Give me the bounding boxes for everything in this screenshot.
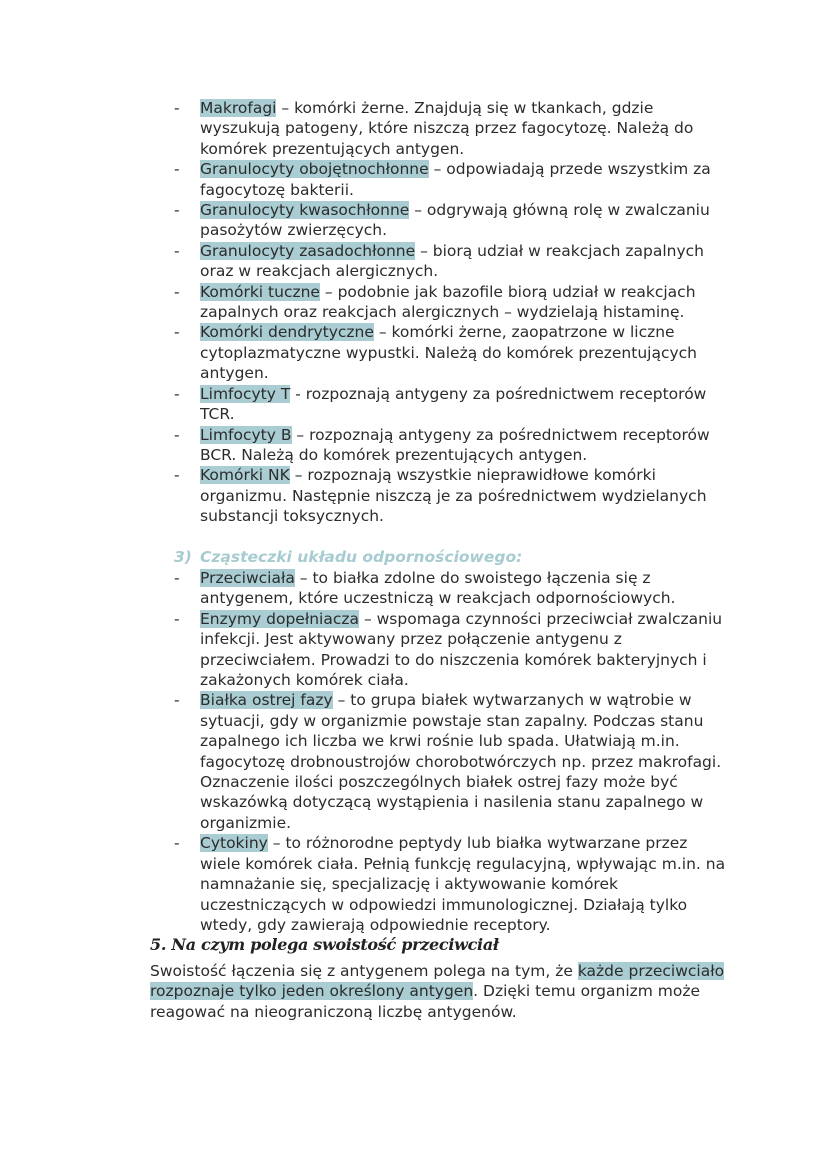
item-description: – to białka zdolne do swoistego łączenia się z antygenem, które uczestniczą w reakcjach odpornościowych. <box>200 569 676 608</box>
bullet-dash: - <box>174 691 180 710</box>
list-item <box>0 833 728 935</box>
term-highlight: Przeciwciała <box>200 569 295 587</box>
bullet-dash: - <box>174 323 180 342</box>
bullet-dash: - <box>174 99 180 117</box>
paragraph-text-after: . Dzięki temu organizm może reagować na nieograniczoną liczbę antygenów. <box>150 982 701 1021</box>
list-item <box>0 425 728 466</box>
bullet-dash: - <box>174 609 180 628</box>
term-highlight: Granulocyty zasadochłonne <box>200 241 416 260</box>
item-description: – to różnorodne peptydy lub białka wytwarzane przez wiele komórek ciała. Pełnią funkcję regulacyjną, wpływając m.in. na namnażanie się, specjalizację i aktywowanie komórek uczestniczących w odpowiedzi immunologicznej. Działają tylko wtedy, gdy zawierają odpowiednie receptory. <box>200 834 726 934</box>
term-highlight: Granulocyty obojętnochłonne <box>200 160 429 179</box>
term-highlight: Cytokiny <box>200 834 268 853</box>
bullet-dash: - <box>174 384 180 403</box>
term-highlight: Limfocyty B <box>200 425 292 444</box>
term-highlight: Granulocyty kwasochłonne <box>200 201 410 220</box>
term-highlight: Komórki dendrytyczne <box>200 323 374 342</box>
list-item <box>0 200 728 241</box>
item-description: – to grupa białek wytwarzanych w wątrobie w sytuacji, gdy w organizmie powstaje stan zapalny. Podczas stanu zapalnego ich liczba we krwi rośnie lub spada. Ułatwiają m.in. fagocytozę drobnoustrojów chorobotwórczych np. przez makrofagi. Oznaczenie ilości poszczególnych białek ostrej fazy może być wskazówką dotyczącą wystąpienia i nasilenia stanu zapalnego w organizmie. <box>200 691 722 832</box>
item-description: – odgrywają główną rolę w zwalczaniu pasożytów zwierzęcych. <box>200 201 710 240</box>
bullet-dash: - <box>174 425 180 444</box>
item-description: – odpowiadają przede wszystkim za fagocytozę bakterii. <box>200 160 711 199</box>
list-item <box>0 609 728 691</box>
answer-paragraph <box>150 961 740 1022</box>
item-description: – biorą udział w reakcjach zapalnych oraz w reakcjach alergicznych. <box>200 241 704 281</box>
term-highlight: Komórki tuczne <box>200 282 320 301</box>
list-item <box>0 568 728 609</box>
list-item <box>0 98 728 159</box>
list-item <box>0 322 728 383</box>
list-item <box>0 384 728 425</box>
term-highlight: Limfocyty T <box>200 384 291 403</box>
bullet-dash: - <box>174 160 180 179</box>
list-item <box>0 159 728 200</box>
item-description: - rozpoznają antygeny za pośrednictwem receptorów TCR. <box>200 384 707 424</box>
list-item <box>0 282 728 323</box>
item-description: – komórki żerne. Znajdują się w tkankach, gdzie wyszukują patogeny, które niszczą przez fagocytozę. Należą do komórek prezentujących antygen. <box>200 99 694 158</box>
paragraph-highlight: każde przeciwciało rozpoznaje tylko jeden określony antygen <box>150 962 725 1001</box>
bullet-dash: - <box>174 241 180 260</box>
item-description: – wspomaga czynności przeciwciał zwalczaniu infekcji. Jest aktywowany przez połączenie antygenu z przeciwciałem. Prowadzi to do niszczenia komórek bakteryjnych i zakażonych komórek ciała. <box>200 609 723 690</box>
list-item <box>0 241 728 282</box>
term-highlight: Komórki NK <box>200 466 290 485</box>
list-item <box>0 465 728 526</box>
item-description: – komórki żerne, zaopatrzone w liczne cytoplazmatyczne wypustki. Należą do komórek prezentujących antygen. <box>200 323 697 383</box>
bullet-dash: - <box>174 282 180 301</box>
section-title-text: Cząsteczki układu odpornościowego: <box>200 548 523 566</box>
bullet-dash: - <box>174 466 180 485</box>
item-description: – podobnie jak bazofile biorą udział w reakcjach zapalnych oraz reakcjach alergicznych – wydzielają histaminę. <box>200 282 696 322</box>
bullet-dash: - <box>174 201 180 220</box>
item-description: – rozpoznają wszystkie nieprawidłowe komórki organizmu. Następnie niszczą je za pośrednictwem wydzielanych substancji toksycznych. <box>200 466 707 526</box>
question-5-heading: 5. Na czym polega swoistość przeciwciał <box>150 935 499 954</box>
paragraph-text-before: Swoistość łączenia się z antygenem polega na tym, że <box>150 962 578 980</box>
section-number: 3) <box>174 548 192 566</box>
term-highlight: Makrofagi <box>200 99 277 117</box>
list-item <box>0 690 728 833</box>
bullet-dash: - <box>174 834 180 853</box>
immune-molecules-list <box>0 568 828 935</box>
item-description: – rozpoznają antygeny za pośrednictwem receptorów BCR. Należą do komórek prezentujących antygen. <box>200 425 710 464</box>
term-highlight: Białka ostrej fazy <box>200 691 333 710</box>
term-highlight: Enzymy dopełniacza <box>200 609 360 628</box>
section-3-title <box>174 547 522 567</box>
immune-cells-list <box>0 98 828 527</box>
bullet-dash: - <box>174 569 180 587</box>
